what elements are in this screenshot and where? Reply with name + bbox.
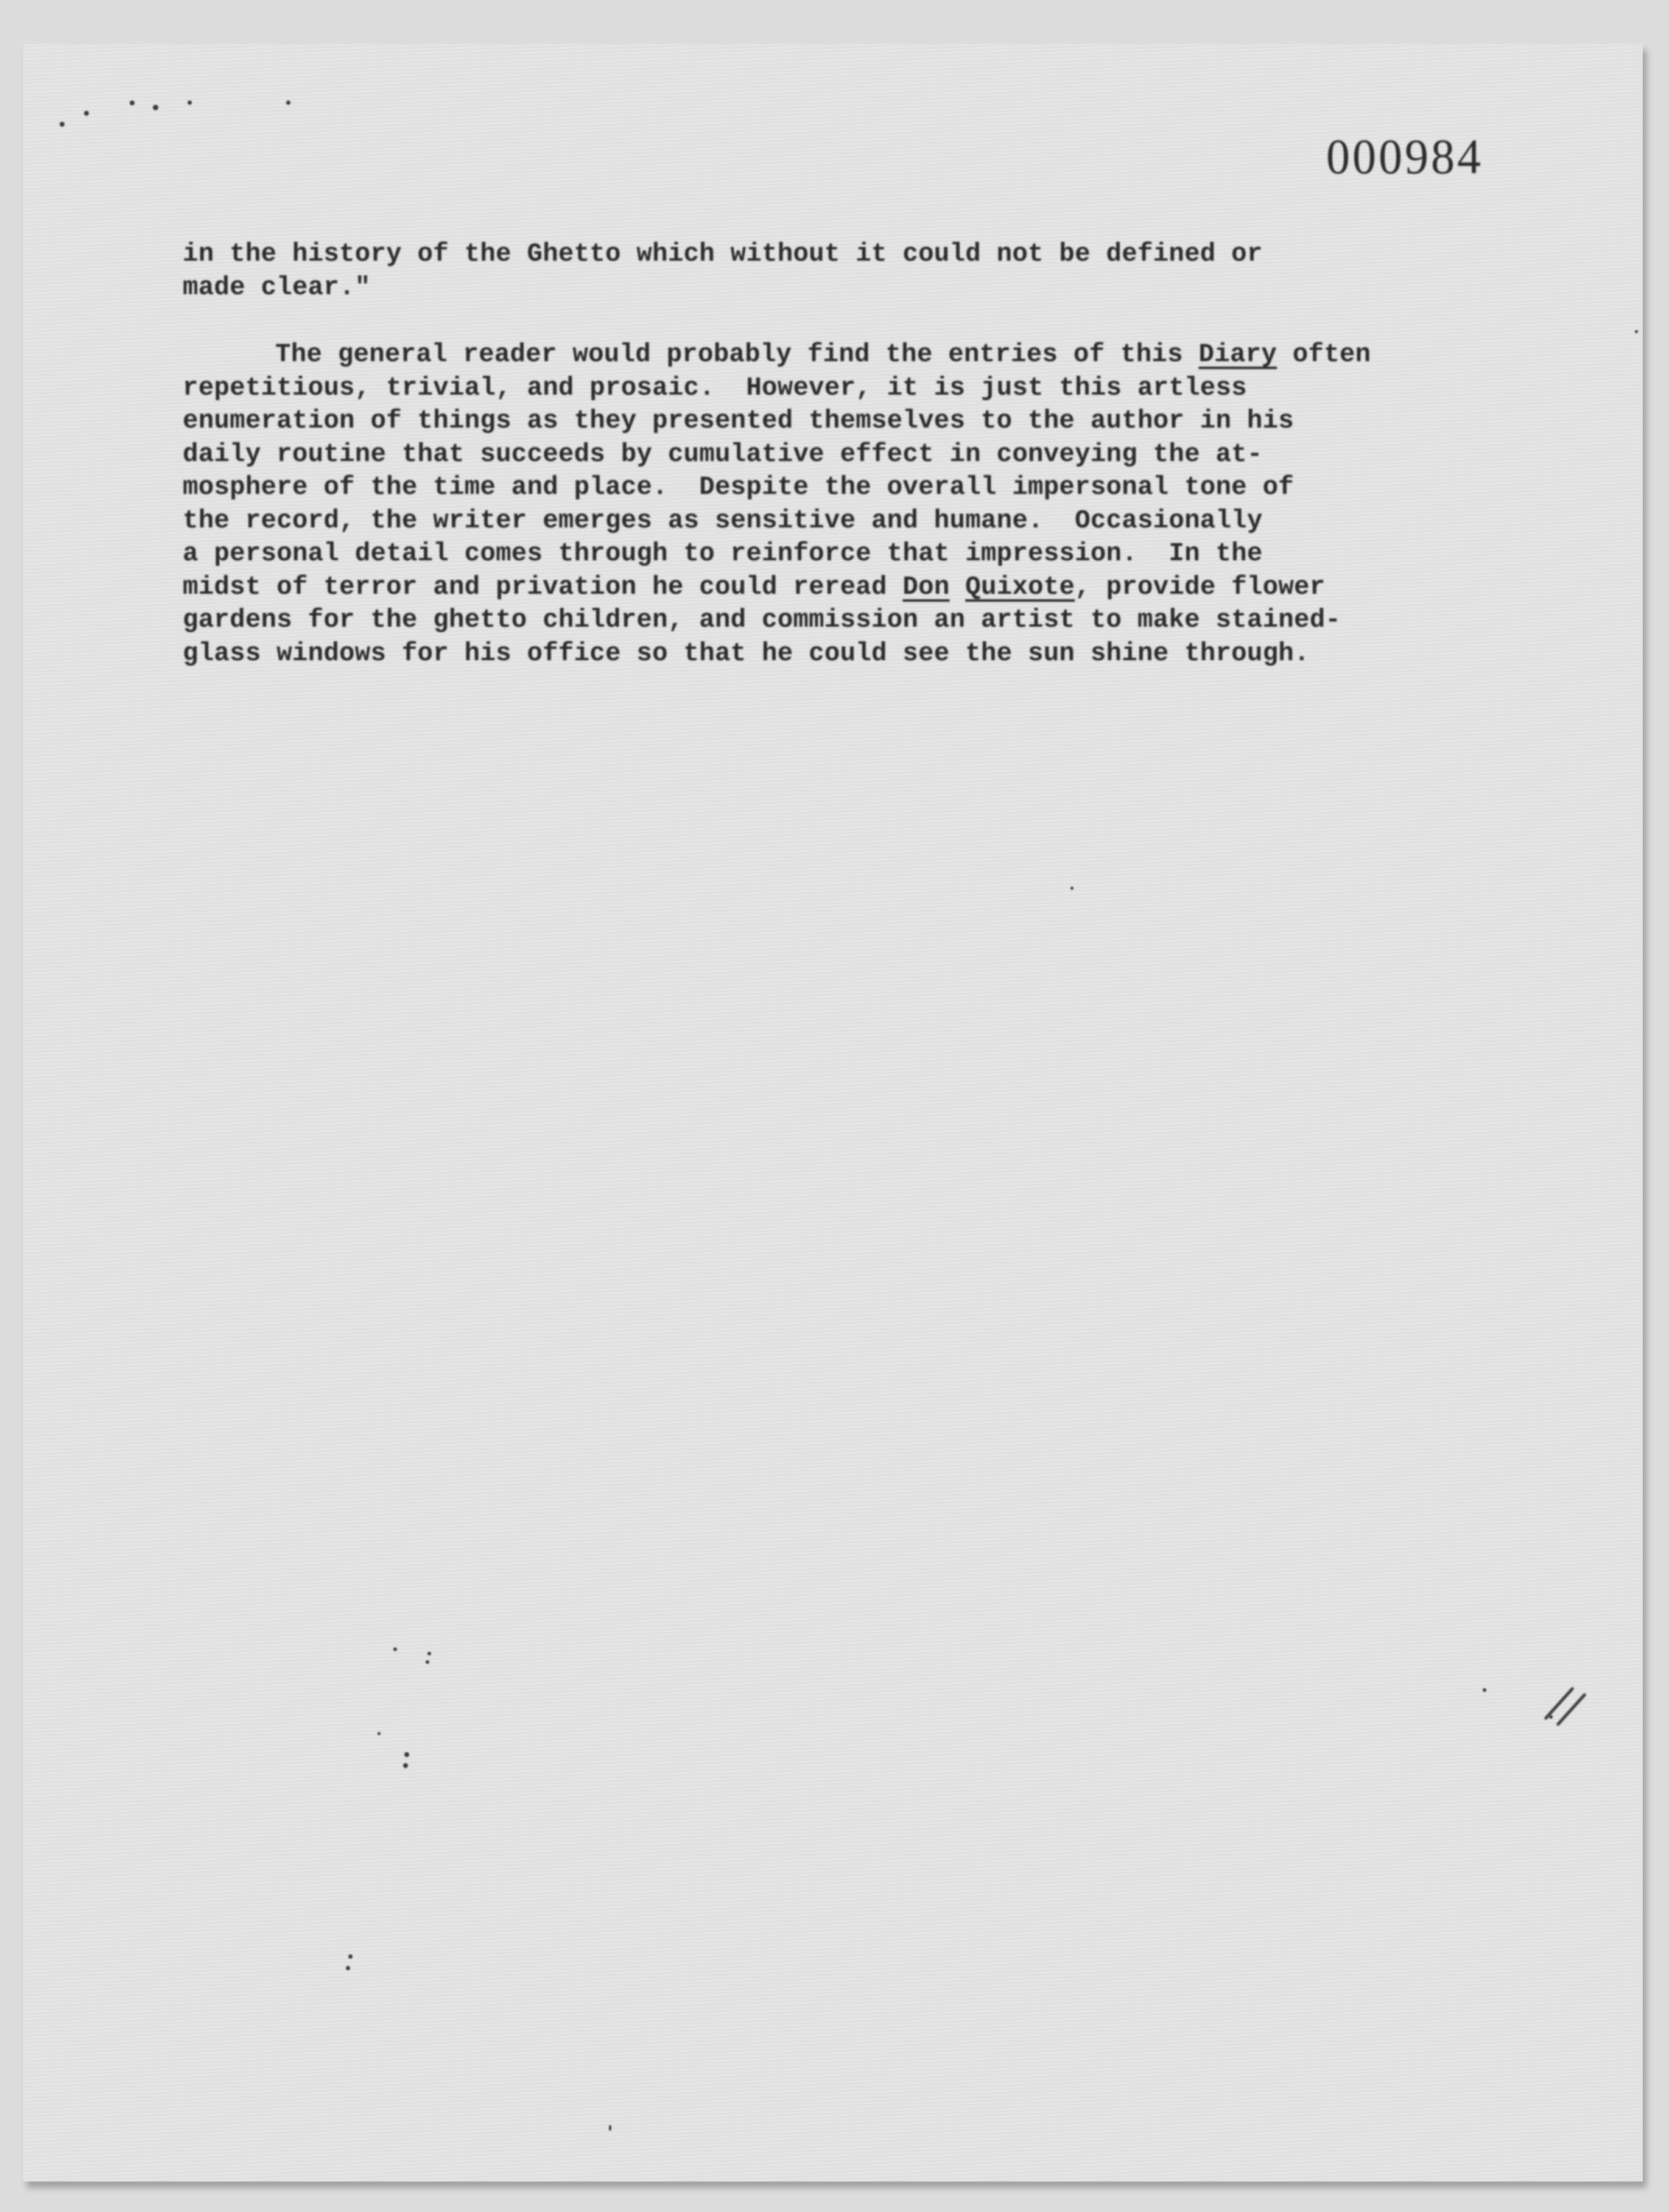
title-diary-underlined: Diary [1198,340,1277,369]
scan-speck [188,100,192,105]
scan-speck [60,122,65,127]
scan-speck [403,1763,408,1768]
page-number-stamp: 000984 [1326,128,1483,185]
text-line: the record, the writer emerges as sensitive and humane. Occasionally [183,505,1263,535]
scan-speck [393,1647,397,1651]
text-run: The general reader would probably find the entries of this [275,340,1199,369]
document-page [23,44,1643,2182]
scan-speck [609,2125,611,2131]
scan-speck [130,100,135,105]
text-line: enumeration of things as they presented themselves to the author in his [183,406,1294,435]
scan-speck [346,1966,350,1970]
document-body [183,238,1461,670]
scan-speck [427,1652,431,1655]
scan-speck [404,1752,409,1757]
text-line [183,338,1461,372]
text-run: often [1277,340,1371,369]
scan-speck [348,1954,353,1959]
paragraph-2 [183,338,1461,670]
title-don-underlined: Don [902,572,950,602]
text-run: , provide flower [1075,572,1326,602]
title-quixote-underlined: Quixote [965,572,1075,602]
text-line: made clear." [183,272,371,302]
text-line: glass windows for his office so that he could see the sun shine through. [183,638,1310,668]
text-run [950,572,966,602]
text-line: daily routine that succeeds by cumulative effect in conveying the at- [183,439,1263,469]
text-line: a personal detail comes through to reinforce that impression. In the [183,539,1263,568]
text-run: midst of terror and privation he could reread [183,572,903,602]
pencil-tick-mark [1556,1692,1587,1726]
scan-speck [1483,1688,1486,1692]
pencil-tick-mark [1544,1686,1575,1720]
text-line: gardens for the ghetto children, and commission an artist to make stained- [183,605,1341,635]
text-line: mosphere of the time and place. Despite the overall impersonal tone of [183,473,1294,502]
scan-speck [426,1660,429,1664]
text-line: in the history of the Ghetto which without it could not be defined or [183,239,1263,269]
scan-speck [378,1732,381,1735]
scan-speck [286,100,290,105]
text-line: repetitious, trivial, and prosaic. However, it is just this artless [183,373,1247,403]
scan-speck [1635,330,1638,333]
text-line [183,571,1461,604]
scan-speck [84,111,89,116]
paragraph-gap [183,304,1461,338]
scan-speck [1070,887,1073,890]
paragraph-1 [183,238,1461,304]
scan-speck [153,105,158,110]
